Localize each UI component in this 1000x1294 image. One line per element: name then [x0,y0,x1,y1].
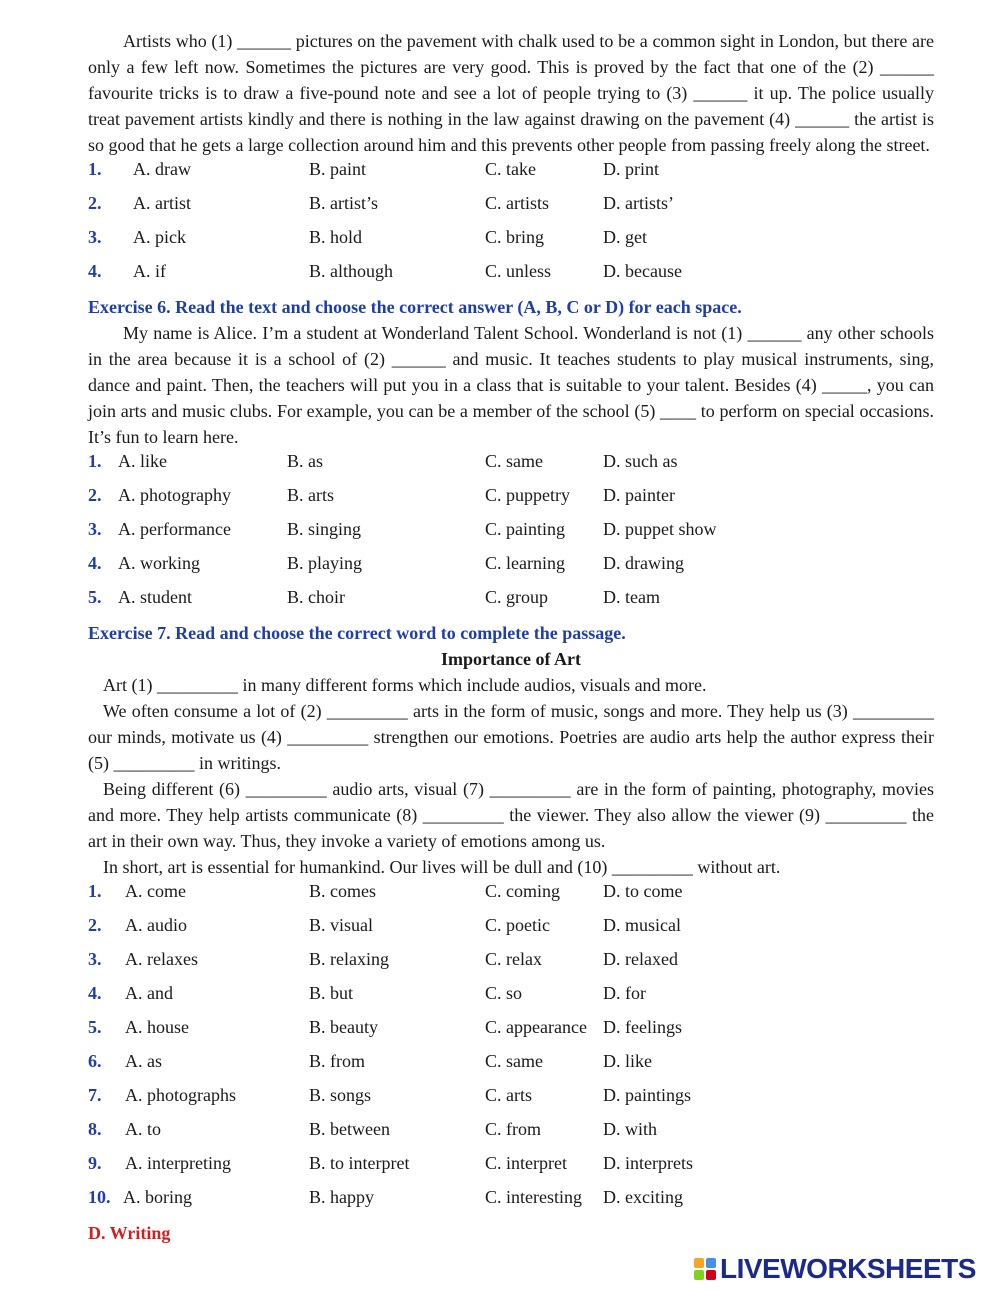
question-row [88,552,934,586]
option-b[interactable]: B. beauty [309,1017,378,1037]
option-a[interactable]: A. come [125,881,186,901]
option-a[interactable]: A. if [133,261,166,281]
option-a[interactable]: A. house [125,1017,189,1037]
option-d[interactable]: D. for [603,983,646,1003]
option-d[interactable]: D. team [603,587,660,607]
question-number: 3. [88,949,102,969]
option-b[interactable]: B. playing [287,553,362,573]
option-c[interactable]: C. take [485,159,536,179]
option-b[interactable]: B. songs [309,1085,372,1105]
option-d[interactable]: D. such as [603,451,678,471]
liveworksheets-logo-icon [693,1257,717,1281]
option-d[interactable]: D. with [603,1119,657,1139]
option-c[interactable]: C. relax [485,949,542,969]
option-d[interactable]: D. relaxed [603,949,678,969]
worksheet-page [88,28,934,1246]
option-b[interactable]: B. hold [309,227,363,247]
option-c[interactable]: C. painting [485,519,565,539]
option-d[interactable]: D. artists’ [603,193,674,213]
question-number: 2. [88,485,102,505]
question-number: 1. [88,881,102,901]
question-row [88,1152,934,1186]
option-d[interactable]: D. print [603,159,659,179]
ex5-questions [88,158,934,294]
option-b[interactable]: B. as [287,451,323,471]
question-row [88,226,934,260]
option-c[interactable]: C. coming [485,881,560,901]
question-row [88,948,934,982]
ex5-passage: Artists who (1) ______ pictures on the pavement with chalk used to be a common sight in London, but there are only a few left now. Sometimes the pictures are very good. This is proved by the fact that one of the (2) ______ favourite tricks is to draw a five-pound note and see a lot of people trying to (3) ______ it up. The police usually treat pavement artists kindly and there is nothing in the law against drawing on the pavement (4) ______ the artist is so good that he gets a large collection around him and this prevents other people from passing freely along the street. [88,31,934,155]
question-row [88,1050,934,1084]
option-a[interactable]: A. student [118,587,192,607]
question-number: 2. [88,193,102,213]
option-d[interactable]: D. paintings [603,1085,691,1105]
option-b[interactable]: B. visual [309,915,374,935]
ex7-heading: Exercise 7. Read and choose the correct word to complete the passage. [88,623,626,643]
option-c[interactable]: C. interpret [485,1153,567,1173]
option-a[interactable]: A. to [125,1119,161,1139]
question-row [88,484,934,518]
question-number: 10. [88,1187,111,1207]
option-a[interactable]: A. boring [123,1187,192,1207]
question-row [88,158,934,192]
question-row [88,586,934,620]
option-b[interactable]: B. choir [287,587,345,607]
question-number: 1. [88,159,102,179]
option-d[interactable]: D. feelings [603,1017,682,1037]
ex7-paragraph: Art (1) _________ in many different forms which include audios, visuals and more. [103,675,707,695]
option-a[interactable]: A. like [118,451,167,471]
section-d-heading: D. Writing [88,1223,171,1243]
option-c[interactable]: C. same [485,1051,543,1071]
option-c[interactable]: C. unless [485,261,552,281]
question-row [88,982,934,1016]
option-d[interactable]: D. interprets [603,1153,693,1173]
option-b[interactable]: B. arts [287,485,334,505]
question-number: 4. [88,261,102,281]
option-a[interactable]: A. audio [125,915,187,935]
option-c[interactable]: C. group [485,587,548,607]
option-b[interactable]: B. but [309,983,354,1003]
ex7-paragraph: Being different (6) _________ audio arts, visual (7) _________ are in the form of painting, photography, movies and more. They help artists communicate (8) _________ the viewer. They also allow the viewer (9) _________ the art in their own way. Thus, they invoke a variety of emotions among us. [88,779,934,851]
option-a[interactable]: A. performance [118,519,231,539]
question-row [88,880,934,914]
ex7-paragraph: We often consume a lot of (2) _________ arts in the form of music, songs and more. They help us (3) _________ our minds, motivate us (4) _________ strengthen our emotions. Poetries are audio arts help the author express their (5) _________ in writings. [88,701,934,773]
option-b[interactable]: B. although [309,261,393,281]
question-number: 3. [88,519,102,539]
question-row [88,450,934,484]
question-number: 9. [88,1153,102,1173]
option-a[interactable]: A. relaxes [125,949,198,969]
question-number: 4. [88,983,102,1003]
question-number: 2. [88,915,102,935]
option-a[interactable]: A. photography [118,485,231,505]
question-row [88,260,934,294]
option-a[interactable]: A. interpreting [125,1153,231,1173]
option-c[interactable]: C. same [485,451,543,471]
option-a[interactable]: A. photographs [125,1085,236,1105]
question-number: 8. [88,1119,102,1139]
question-row [88,518,934,552]
option-b[interactable]: B. singing [287,519,362,539]
question-row [88,1186,934,1220]
option-d[interactable]: D. get [603,227,647,247]
ex7-questions [88,880,934,1220]
option-b[interactable]: B. relaxing [309,949,389,969]
option-b[interactable]: B. between [309,1119,390,1139]
option-c[interactable]: C. arts [485,1085,532,1105]
option-c[interactable]: C. appearance [485,1017,587,1037]
option-d[interactable]: D. puppet show [603,519,717,539]
option-a[interactable]: A. as [125,1051,162,1071]
option-b[interactable]: B. from [309,1051,365,1071]
option-d[interactable]: D. musical [603,915,681,935]
ex7-paragraph: In short, art is essential for humankind. Our lives will be dull and (10) _________ without art. [103,857,781,877]
option-a[interactable]: A. pick [133,227,186,247]
question-row [88,1016,934,1050]
question-row [88,1118,934,1152]
ex7-title: Importance of Art [441,649,581,669]
option-d[interactable]: D. like [603,1051,652,1071]
option-d[interactable]: D. painter [603,485,675,505]
question-number: 3. [88,227,102,247]
option-b[interactable]: B. happy [309,1187,374,1207]
option-a[interactable]: A. artist [133,193,191,213]
option-a[interactable]: A. draw [133,159,191,179]
liveworksheets-brand [693,1254,976,1284]
option-c[interactable]: C. poetic [485,915,550,935]
option-c[interactable]: C. from [485,1119,541,1139]
question-number: 6. [88,1051,102,1071]
question-number: 1. [88,451,102,471]
option-c[interactable]: C. so [485,983,523,1003]
option-d[interactable]: D. exciting [603,1187,683,1207]
option-b[interactable]: B. paint [309,159,366,179]
question-row [88,914,934,948]
option-a[interactable]: A. and [125,983,173,1003]
question-number: 5. [88,1017,102,1037]
option-b[interactable]: B. artist’s [309,193,379,213]
option-d[interactable]: D. drawing [603,553,684,573]
option-b[interactable]: B. to interpret [309,1153,410,1173]
question-number: 7. [88,1085,102,1105]
option-c[interactable]: C. learning [485,553,565,573]
option-c[interactable]: C. artists [485,193,550,213]
question-number: 4. [88,553,102,573]
option-d[interactable]: D. to come [603,881,683,901]
ex6-questions [88,450,934,620]
ex6-heading: Exercise 6. Read the text and choose the correct answer (A, B, C or D) for each space. [88,297,742,317]
option-d[interactable]: D. because [603,261,682,281]
option-b[interactable]: B. comes [309,881,376,901]
question-row [88,1084,934,1118]
question-row [88,192,934,226]
option-c[interactable]: C. puppetry [485,485,570,505]
brand-name: LIVEWORKSHEETS [720,1253,976,1284]
option-c[interactable]: C. bring [485,227,545,247]
option-a[interactable]: A. working [118,553,200,573]
ex6-passage: My name is Alice. I’m a student at Wonderland Talent School. Wonderland is not (1) ______ any other schools in the area because it is a school of (2) ______ and music. It teaches students to play musical instruments, sing, dance and paint. Then, the teachers will put you in a class that is suitable to your talent. Besides (4) _____, you can join arts and music clubs. For example, you can be a member of the school (5) ____ to perform on special occasions. It’s fun to learn here. [88,323,934,447]
option-c[interactable]: C. interesting [485,1187,582,1207]
question-number: 5. [88,587,102,607]
